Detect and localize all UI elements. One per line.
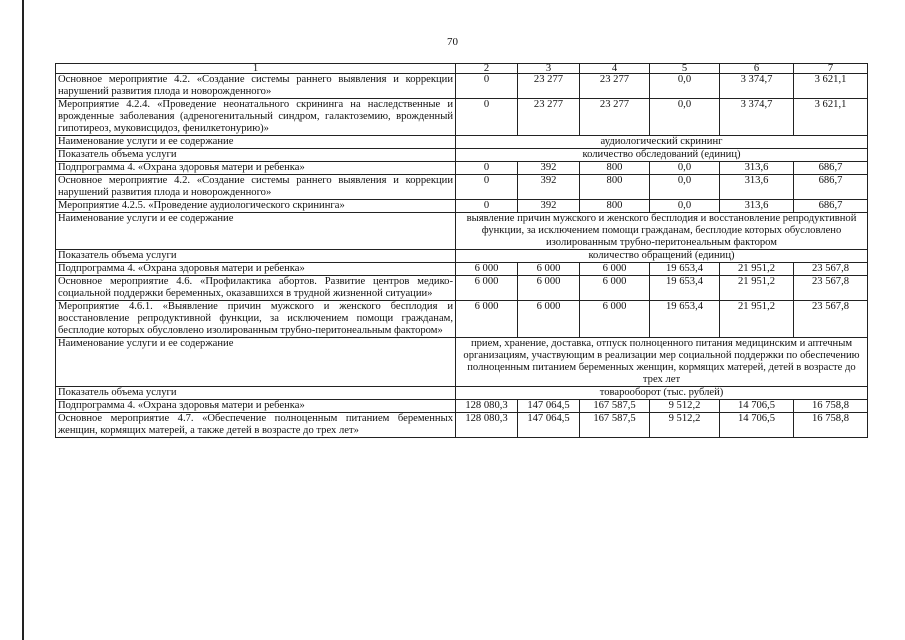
value-cell: 0,0 [650, 74, 720, 99]
value-cell: 21 951,2 [720, 276, 794, 301]
value-cell: 3 374,7 [720, 74, 794, 99]
row-name-cell: Подпрограмма 4. «Охрана здоровья матери и ребенка» [56, 263, 456, 276]
service-description-cell: аудиологический скрининг [456, 136, 868, 149]
value-cell: 23 277 [518, 99, 580, 136]
row-name-cell: Основное мероприятие 4.7. «Обеспечение полноценным питанием беременных женщин, кормящих матерей, а также детей в возрасте до трех лет» [56, 413, 456, 438]
value-cell: 686,7 [794, 175, 868, 200]
column-header: 3 [518, 64, 580, 74]
value-cell: 0 [456, 162, 518, 175]
value-cell: 147 064,5 [518, 413, 580, 438]
value-cell: 23 277 [580, 74, 650, 99]
page-number: 70 [447, 36, 458, 48]
table-row [56, 263, 868, 276]
value-cell: 0 [456, 74, 518, 99]
table-row [56, 175, 868, 200]
table-row [56, 99, 868, 136]
value-cell: 19 653,4 [650, 263, 720, 276]
table-body [56, 64, 868, 438]
value-cell: 19 653,4 [650, 301, 720, 338]
table-row [56, 162, 868, 175]
service-description-cell: товарооборот (тыс. рублей) [456, 387, 868, 400]
row-name-cell: Основное мероприятие 4.2. «Создание системы раннего выявления и коррекции нарушений развития плода и новорожденного» [56, 74, 456, 99]
binding-line [22, 0, 24, 640]
value-cell: 0 [456, 200, 518, 213]
row-name-cell: Основное мероприятие 4.6. «Профилактика абортов. Развитие центров медико-социальной поддержки беременных, оказавшихся в трудной жизненной ситуации» [56, 276, 456, 301]
value-cell: 19 653,4 [650, 276, 720, 301]
value-cell: 313,6 [720, 175, 794, 200]
value-cell: 800 [580, 162, 650, 175]
value-cell: 167 587,5 [580, 400, 650, 413]
value-cell: 6 000 [580, 301, 650, 338]
value-cell: 0,0 [650, 200, 720, 213]
table-row [56, 200, 868, 213]
value-cell: 6 000 [456, 301, 518, 338]
value-cell: 14 706,5 [720, 413, 794, 438]
service-row [56, 149, 868, 162]
value-cell: 686,7 [794, 200, 868, 213]
column-header: 2 [456, 64, 518, 74]
value-cell: 3 374,7 [720, 99, 794, 136]
value-cell: 6 000 [518, 301, 580, 338]
row-name-cell: Показатель объема услуги [56, 149, 456, 162]
service-row [56, 213, 868, 250]
table-row [56, 413, 868, 438]
value-cell: 21 951,2 [720, 263, 794, 276]
value-cell: 9 512,2 [650, 413, 720, 438]
service-description-cell: выявление причин мужского и женского бесплодия и восстановление репродуктивной функции, за исключением помощи гражданам, бесплодие которых обусловлено изолированным трубно-перитонеальным фактором [456, 213, 868, 250]
value-cell: 313,6 [720, 200, 794, 213]
value-cell: 23 567,8 [794, 276, 868, 301]
value-cell: 23 277 [518, 74, 580, 99]
column-header: 1 [56, 64, 456, 74]
service-row [56, 338, 868, 387]
value-cell: 392 [518, 175, 580, 200]
row-name-cell: Наименование услуги и ее содержание [56, 136, 456, 149]
value-cell: 392 [518, 200, 580, 213]
row-name-cell: Подпрограмма 4. «Охрана здоровья матери и ребенка» [56, 162, 456, 175]
service-row [56, 136, 868, 149]
value-cell: 6 000 [456, 263, 518, 276]
value-cell: 9 512,2 [650, 400, 720, 413]
value-cell: 147 064,5 [518, 400, 580, 413]
value-cell: 800 [580, 200, 650, 213]
column-header: 5 [650, 64, 720, 74]
value-cell: 392 [518, 162, 580, 175]
value-cell: 3 621,1 [794, 99, 868, 136]
row-name-cell: Мероприятие 4.6.1. «Выявление причин мужского и женского бесплодия и восстановление репродуктивной функции, за исключением помощи гражданам, бесплодие которых обусловлено изолированным трубно-перитонеальным фактором» [56, 301, 456, 338]
row-name-cell: Наименование услуги и ее содержание [56, 213, 456, 250]
value-cell: 6 000 [580, 263, 650, 276]
value-cell: 23 277 [580, 99, 650, 136]
service-description-cell: количество обследований (единиц) [456, 149, 868, 162]
value-cell: 0 [456, 175, 518, 200]
value-cell: 0,0 [650, 175, 720, 200]
service-row [56, 250, 868, 263]
value-cell: 6 000 [456, 276, 518, 301]
budget-table [55, 63, 868, 438]
row-name-cell: Подпрограмма 4. «Охрана здоровья матери и ребенка» [56, 400, 456, 413]
value-cell: 6 000 [580, 276, 650, 301]
value-cell: 128 080,3 [456, 400, 518, 413]
service-row [56, 387, 868, 400]
value-cell: 0 [456, 99, 518, 136]
row-name-cell: Мероприятие 4.2.5. «Проведение аудиологического скрининга» [56, 200, 456, 213]
value-cell: 3 621,1 [794, 74, 868, 99]
value-cell: 0,0 [650, 162, 720, 175]
table-row [56, 74, 868, 99]
row-name-cell: Показатель объема услуги [56, 250, 456, 263]
column-header: 4 [580, 64, 650, 74]
row-name-cell: Показатель объема услуги [56, 387, 456, 400]
value-cell: 167 587,5 [580, 413, 650, 438]
table-row [56, 276, 868, 301]
value-cell: 23 567,8 [794, 263, 868, 276]
table-row [56, 301, 868, 338]
value-cell: 128 080,3 [456, 413, 518, 438]
value-cell: 0,0 [650, 99, 720, 136]
value-cell: 23 567,8 [794, 301, 868, 338]
column-header: 6 [720, 64, 794, 74]
value-cell: 14 706,5 [720, 400, 794, 413]
value-cell: 16 758,8 [794, 400, 868, 413]
value-cell: 16 758,8 [794, 413, 868, 438]
value-cell: 313,6 [720, 162, 794, 175]
column-header: 7 [794, 64, 868, 74]
table-row [56, 400, 868, 413]
row-name-cell: Мероприятие 4.2.4. «Проведение неонатального скрининга на наследственные и врожденные заболевания (адреногенитальный синдром, галактоземию, врожденный гипотиреоз, муковисцидоз, фенилкетонурию)» [56, 99, 456, 136]
value-cell: 21 951,2 [720, 301, 794, 338]
value-cell: 686,7 [794, 162, 868, 175]
row-name-cell: Наименование услуги и ее содержание [56, 338, 456, 387]
value-cell: 800 [580, 175, 650, 200]
value-cell: 6 000 [518, 263, 580, 276]
service-description-cell: количество обращений (единиц) [456, 250, 868, 263]
service-description-cell: прием, хранение, доставка, отпуск полноценного питания медицинским и аптечным организациям, участвующим в реализации мер социальной поддержки по обеспечению полноценным питанием беременных женщин, кормящих матерей, детей в возрасте до трех лет [456, 338, 868, 387]
row-name-cell: Основное мероприятие 4.2. «Создание системы раннего выявления и коррекции нарушений развития плода и новорожденного» [56, 175, 456, 200]
header-row [56, 64, 868, 74]
value-cell: 6 000 [518, 276, 580, 301]
